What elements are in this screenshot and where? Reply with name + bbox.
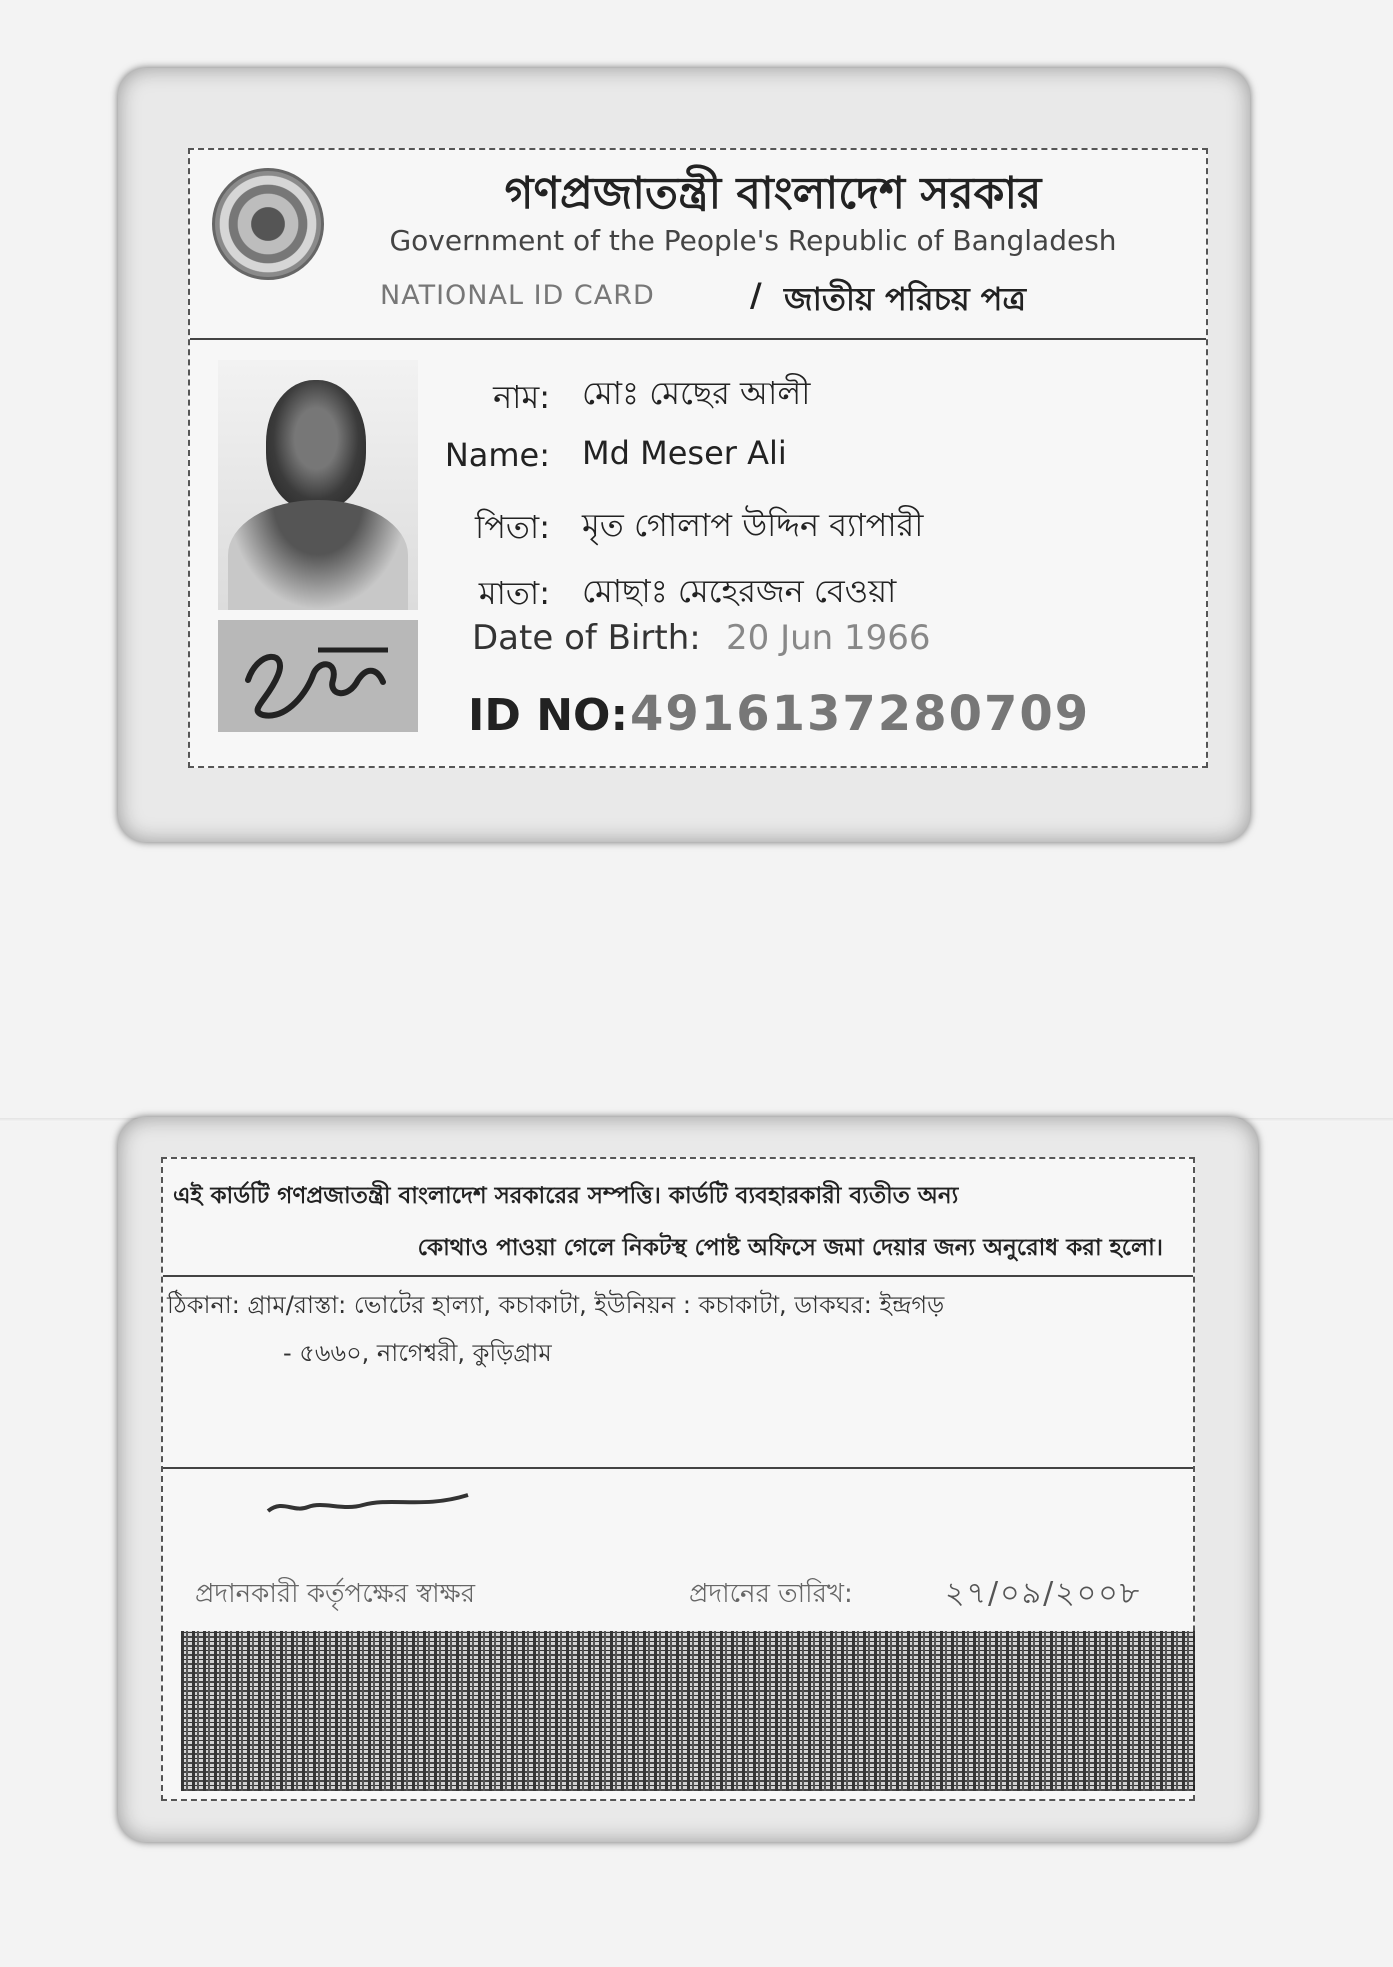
- name-en-value: Md Meser Ali: [582, 434, 787, 472]
- photo-shoulders: [228, 500, 408, 610]
- id-number-label: ID NO:: [468, 690, 629, 741]
- name-bn-value: মোঃ মেছের আলী: [582, 374, 811, 412]
- card-type-bengali: জাতীয় পরিচয় পত্র: [784, 280, 1027, 318]
- dob-value: 20 Jun 1966: [726, 618, 931, 658]
- dob-label: Date of Birth:: [472, 618, 701, 658]
- father-label: পিতা:: [475, 508, 550, 546]
- card-front-frame: [188, 148, 1208, 768]
- address-line-2: - ৫৬৬০, নাগেশ্বরী, কুড়িগ্রাম: [283, 1339, 552, 1367]
- card-back-frame: [161, 1157, 1195, 1801]
- notice-line-1: এই কার্ডটি গণপ্রজাতন্ত্রী বাংলাদেশ সরকারের সম্পত্তি। কার্ডটি ব্যবহারকারী ব্যতীত অন্য: [173, 1183, 959, 1209]
- address-line-1: ঠিকানা: গ্রাম/রাস্তা: ভোটের হাল্যা, কচাকাটা, ইউনিয়ন : কচাকাটা, ডাকঘর: ইন্দ্রগড়: [167, 1291, 945, 1319]
- authority-signature: [263, 1489, 473, 1519]
- issue-date-value: ২৭/০৯/২০০৮: [945, 1576, 1142, 1611]
- id-card-front: [118, 68, 1250, 842]
- card-type-separator: /: [750, 276, 762, 314]
- pdf417-barcode: [181, 1631, 1195, 1791]
- card-type-english: NATIONAL ID CARD: [380, 280, 655, 311]
- gov-name-english: Government of the People's Republic of Bangladesh: [389, 224, 1117, 257]
- name-en-label: Name:: [444, 436, 550, 474]
- notice-line-2: কোথাও পাওয়া গেলে নিকটস্থ পোষ্ট অফিসে জমা দেয়ার জন্য অনুরোধ করা হলো।: [417, 1235, 1163, 1261]
- holder-photo: [218, 360, 418, 610]
- name-bn-label: নাম:: [493, 378, 550, 416]
- issue-date-label: প্রদানের তারিখ:: [689, 1579, 853, 1609]
- mother-value: মোছাঃ মেহেরজন বেওয়া: [582, 572, 897, 610]
- issuer-signature-label: প্রদানকারী কর্তৃপক্ষের স্বাক্ষর: [195, 1579, 476, 1609]
- holder-signature: [218, 620, 418, 732]
- photo-head: [266, 380, 366, 510]
- id-number-value: 4916137280709: [630, 686, 1091, 742]
- father-value: মৃত গোলাপ উদ্দিন ব্যাপারী: [582, 506, 924, 544]
- id-card-back: [118, 1117, 1258, 1842]
- signature-scribble: [218, 620, 418, 732]
- gov-name-bengali: গণপ্রজাতন্ত্রী বাংলাদেশ সরকার: [504, 168, 1042, 219]
- mother-label: মাতা:: [478, 574, 550, 612]
- card-header: [190, 150, 1206, 340]
- ownership-notice: [163, 1159, 1193, 1277]
- address-section: [163, 1277, 1193, 1469]
